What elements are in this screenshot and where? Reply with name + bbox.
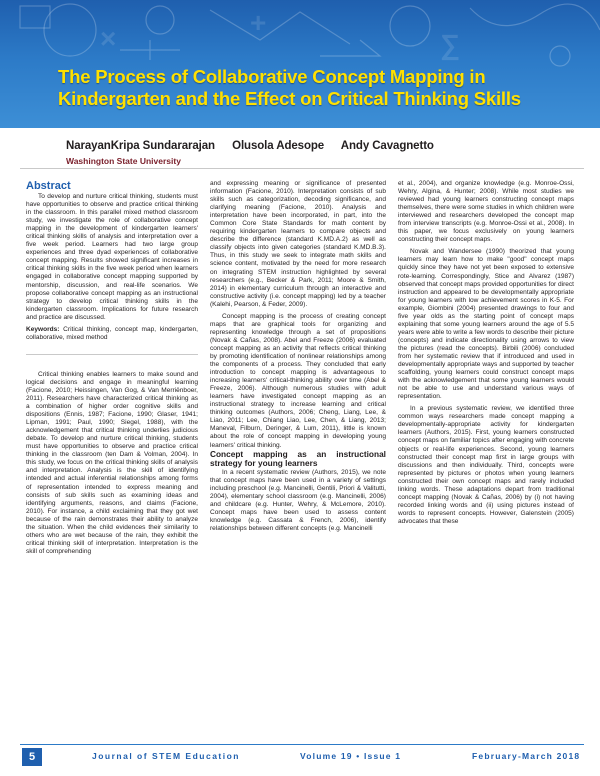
abstract-text: To develop and nurture critical thinking, students must have opportunities to observe and practice critical thinking in the classroom. In this parallel mixed method classroom study, we investigate the role of collaborative concept mapping in the development of kindergarten learners' critical thinking skills of analysis and interpretation over a five week period. Learners had two large group experiences and three dyad experiences of collaborative concept mapping. Results showed significant increases in critical thinking skills in the five week period when learners engaged in collaborative concept mapping supported by mentorship, discussion, and real-life scenarios. We propose collaborative concept mapping as an instructional strategy to develop critical thinking skills in the kindergarten classroom. Implications for future research and practice are discussed. (26, 193, 198, 321)
svg-text:+: + (250, 7, 267, 38)
column-3 (398, 180, 574, 526)
body-paragraph: In a recent systematic review (Authors, 2015), we note that concept maps have been used in a variety of settings including preschool (e.g. Mancinelli, Gentili, Priori & Valitutti, 2004), elementary school classroom (e.g. Mancinelli, 2006) and childcare (e.g. Hunter, Wehry, & McLemore, 2010). Concept maps have been used to assess content knowledge (e.g. Cassata & French, 2006), identify relationships between different concepts (e.g. Mancinelli (210, 468, 386, 532)
author-list (66, 140, 448, 152)
body-paragraph: Critical thinking enables learners to make sound and logical decisions and engage in meaningful learning (Facione, 2010; Heissingen, Van Gog, & Van Merriënboer, 2011). Researchers have characterized critical thinking as a combination of higher order cognitive skills and dispositions (Ennis, 1987; Facione, 1990; Glaser, 1941; Lipman, 1991; Paul, 1990; Siegel, 1988), with the acknowledgement that critical thinking underlies judicious debate. To develop and nurture critical thinking, students must have opportunities to observe and practice critical thinking in the classroom (ten Dam & Volman, 2004). In this study, we focus on the critical thinking skills of analysis and interpretation. Analysis is the skill of identifying intended and actual inferential relationships among forms of representation intended to express meaning and consists of sub skills such as examining ideas and identifying arguments, reasons, and claims (Facione, 2010). For instance, a child exclaiming that they got wet because of the rain demonstrates their ability to analyze the situation. When the child evidences their similarity to others who are wet because of the rain, they exhibit the critical thinking skill of interpretation. Interpretation is the skill of comprehending (26, 370, 198, 555)
column-2 (210, 180, 386, 533)
article-title (58, 66, 578, 110)
body-paragraph: Concept mapping is the process of creating concept maps that are graphical tools for organizing and representing knowledge through a set of propositions (Novak & Cañas, 2008). Abel and Freeze (2006) evaluated concept mapping as an activity that reflects critical thinking by promoting identification of nonlinear relationships among the components of a process. They concluded that early introduction to concept mapping is advantageous to increasing learners' critical-thinking ability over time (Abel & Freeze, 2006). Although numerous studies with adult learners have investigated concept mapping as an instructional strategy to increase learning and critical thinking outcomes (Authors, 2006; Cheng, Liang, Lee, & Liao, 2011; Lee, Chiang Liao, Lee, Chen, & Liang, 2013; Maneval, Filburn, Deringer, & Lum, 2011), little is known about the role of concept mapping in developing young learners' critical thinking. (210, 312, 386, 449)
keywords (26, 326, 198, 342)
keywords-label: Keywords: (26, 325, 60, 333)
column-1 (26, 180, 198, 556)
body-paragraph: and expressing meaning or significance of presented information (Facione, 2010). Interpretation consists of sub skills such as categorization, decoding significance, and clarifying meaning (Facione, 2010). Analysis and interpretation have been incorporated, in part, into the Common Core State Standards for math content by requiring kindergarten learners to compare objects and describe the difference (standard K.MD.A.2) as well as classify objects into given categories (standard K.MD.B.3). Thus, in this study we seek to integrate math skills and science content, motivated by the need for more research on integrating STEM instruction highlighted by several researchers (e.g., Becker & Park, 2011; Moore & Smith, 2014) in elementary curriculum through an interactive and constructive activity (i.e. concept mapping) led by a teacher (Kalehi, Pearson, & Feder, 2009). (210, 180, 386, 308)
volume-issue: Volume 19 • Issue 1 (300, 751, 402, 761)
svg-text:×: × (100, 23, 117, 54)
svg-text:∑: ∑ (440, 29, 460, 60)
author-name: NarayanKripa Sundararajan (66, 140, 215, 152)
author-affiliation: Washington State University (66, 156, 181, 166)
page-footer (0, 748, 600, 766)
body-paragraph: Novak and Wandersee (1990) theorized that young learners may learn how to make "good" concept maps quickly since they have not yet been exposed to extensive rote-learning. Correspondingly, Stice and Alvarez (1987) observed that concept maps provided opportunities for direct instruction and appeared to be developmentally appropriate for young learners with low achievement scores in K-5. For example, Giombini (2004) presented drawings to four and five year olds as the starting point of concept maps explaining that some young learners around the age of 5.5 years were able to write a few words to describe their picture (concepts) and indicate directionality using arrows to view the pictures (read the concepts). Birbili (2006) concluded from her systematic review that if introduced and used in developmentally appropriate ways and supported by teacher scaffolding, young learners could construct concept maps with the acknowledgement that some young learners would not be able to use and understand various ways of representation. (398, 248, 574, 401)
issue-date: February-March 2018 (472, 751, 581, 761)
page-number: 5 (22, 748, 42, 766)
footer-divider (20, 744, 584, 745)
abstract-divider (26, 354, 198, 355)
body-paragraph: et al., 2004), and organize knowledge (e.g. Monroe-Ossi, Wehry, Algina, & Hunter; 2008). While most studies we reviewed had young learners constructing concept maps themselves, there were some studies in which children were interviewed and researchers developed the concept map from interview transcripts (e.g. Monroe-Ossi et al., 2008). In this paper, we focus exclusively on young learners constructing their concept maps. (398, 180, 574, 244)
header-banner (0, 0, 600, 128)
author-name: Andy Cavagnetto (340, 140, 434, 152)
keywords-text: Critical thinking, concept map, kindergarten, collaborative, mixed method (26, 325, 198, 341)
body-paragraph: In a previous systematic review, we identified three common ways researchers made concept mapping a developmentally-appropriate activity for kindergarten learners (Authors, 2015). First, young learners constructed concept maps on familiar topics after engaging with concrete objects or real-life experiences. Second, young learners constructed their concept map first in large groups with discussions and then individually. Third, concepts were represented by pictures or photos when young learners constructed their own concept maps and rarely included linking words. These adaptations depart from traditional concept mapping (Novak & Cañas, 2006) by (i) not having recorded linking words and (ii) using pictures instead of words to represent concepts. However, Galenstein (2005) advocates that these (398, 405, 574, 525)
author-name: Olusola Adesope (232, 140, 325, 152)
title-line-1: The Process of Collaborative Concept Mapping in (58, 66, 486, 87)
section-heading: Concept mapping as an instructional strategy for young learners (210, 448, 386, 469)
title-line-2: Kindergarten and the Effect on Critical Thinking Skills (58, 88, 521, 109)
abstract-heading: Abstract (26, 180, 71, 192)
header-divider (20, 168, 584, 169)
journal-name: Journal of STEM Education (92, 751, 241, 761)
